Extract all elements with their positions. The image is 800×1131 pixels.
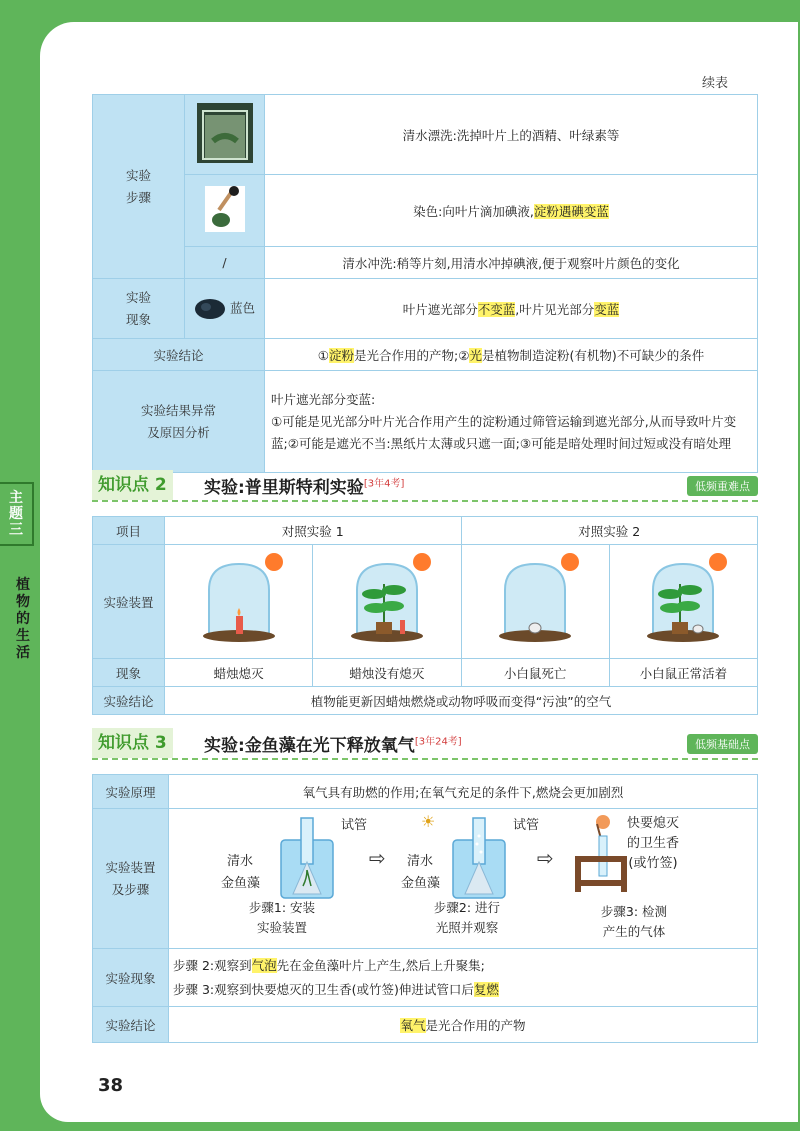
bell-jar-plant-mouse-icon — [628, 550, 738, 650]
section3-badge: 知识点 3 — [92, 728, 173, 758]
row-conclusion-label: 实验结论 — [93, 687, 165, 715]
principle-text: 氧气具有助燃的作用;在氧气充足的条件下,燃烧会更加剧烈 — [169, 775, 758, 809]
theme-tab — [0, 482, 40, 546]
slash-mark: / — [185, 247, 265, 279]
hornwort-oxygen-table — [92, 774, 758, 1043]
priestley-table — [92, 516, 758, 715]
arrow-2-icon: ⇨ — [537, 845, 554, 870]
bell-jar-mouse-plant — [609, 545, 757, 659]
label-water-1: 清水 — [227, 853, 254, 869]
conclusion3-label: 实验结论 — [93, 1007, 169, 1043]
step1-caption: 步骤1: 安装 实验装置 — [248, 899, 316, 935]
anomaly-label: 实验结果异常 及原因分析 — [93, 371, 265, 473]
label-algae-1: 金鱼藻 — [221, 875, 261, 891]
anomaly-text: 叶片遮光部分变蓝: ①可能是见光部分叶片光合作用产生的淀粉通过筛管运输到遮光部分,从而导致叶片变蓝;②可能是遮光不当:黑纸片太薄或只遮一面;③可能是暗处理时间过短或没有暗处理 — [265, 371, 758, 473]
col-item: 项目 — [93, 517, 165, 545]
phenomenon-4: 小白鼠正常活着 — [609, 659, 757, 687]
step-wash: 清水冲洗:稍等片刻,用清水冲掉碘液,便于观察叶片颜色的变化 — [265, 247, 758, 279]
arrow-1-icon: ⇨ — [369, 845, 386, 870]
conclusion-text: ①淀粉是光合作用的产物;②光是植物制造淀粉(有机物)不可缺少的条件 — [265, 339, 758, 371]
label-incense: 快要熄灭 的卫生香 (或竹签) — [627, 815, 680, 871]
beaker-rinse-icon — [195, 101, 255, 165]
beaker-image — [185, 95, 265, 175]
label-algae-2: 金鱼藻 — [401, 875, 441, 891]
row-phenomenon-label: 现象 — [93, 659, 165, 687]
col-control2: 对照实验 2 — [461, 517, 758, 545]
stained-leaf-icon — [194, 297, 226, 321]
theme-tab-label: 主题三 — [0, 482, 34, 546]
phenomenon-label: 实验现象 — [93, 279, 185, 339]
label-water-2: 清水 — [407, 853, 434, 869]
section3-header — [92, 728, 758, 758]
continue-label: 续表 — [701, 76, 728, 91]
section2-divider — [92, 500, 758, 502]
priestley-conclusion: 植物能更新因蜡烛燃烧或动物呼吸而变得“污浊”的空气 — [165, 687, 758, 715]
phenomenon-2: 蜡烛没有熄灭 — [313, 659, 461, 687]
theme-subject: 植物的生活 — [16, 577, 30, 661]
bell-jar-mouse — [461, 545, 609, 659]
phenomenon-1: 蜡烛熄灭 — [165, 659, 313, 687]
step2-caption: 步骤2: 进行 光照并观察 — [433, 899, 501, 935]
page-number: 38 — [98, 1075, 124, 1096]
bell-jar-candle-plant — [313, 545, 461, 659]
principle-label: 实验原理 — [93, 775, 169, 809]
step-rinse: 清水漂洗:洗掉叶片上的酒精、叶绿素等 — [265, 95, 758, 175]
label-tube-1: 试管 — [341, 817, 368, 833]
section2-level-badge: 低频重难点 — [687, 476, 758, 496]
section2-title: 实验:普里斯特利实验[3年4考] — [204, 478, 405, 498]
leaf-color-label: 蓝色 — [229, 300, 255, 315]
step3-caption: 步骤3: 检测 产生的气体 — [600, 903, 668, 939]
phenomenon-text: 叶片遮光部分不变蓝,叶片见光部分变蓝 — [265, 279, 758, 339]
row-setup-label: 实验装置 — [93, 545, 165, 659]
setup-label: 实验装置 及步骤 — [93, 809, 169, 949]
sun-icon: ☀ — [421, 811, 436, 831]
test-tube-rack-icon — [571, 814, 631, 894]
phenomenon3-text: 步骤 2:观察到气泡先在金鱼藻叶片上产生,然后上升聚集; 步骤 3:观察到快要熄灭的卫生香(或竹签)伸进试管口后复燃 — [169, 949, 758, 1007]
conclusion3-text: 氧气是光合作用的产物 — [169, 1007, 758, 1043]
col-control1: 对照实验 1 — [165, 517, 462, 545]
section3-divider — [92, 758, 758, 760]
section2-header — [92, 470, 758, 500]
iodine-dropper-icon — [205, 186, 245, 232]
step-stain: 染色:向叶片滴加碘液,淀粉遇碘变蓝 — [265, 175, 758, 247]
section3-title: 实验:金鱼藻在光下释放氧气[3年24考] — [204, 736, 462, 756]
bell-jar-candle — [165, 545, 313, 659]
document-page — [9, 22, 798, 1122]
conclusion-label: 实验结论 — [93, 339, 265, 371]
section2-badge: 知识点 2 — [92, 470, 173, 500]
dropper-image — [185, 175, 265, 247]
section3-level-badge: 低频基础点 — [687, 734, 758, 754]
photosynthesis-starch-table — [92, 94, 758, 473]
phenomenon3-label: 实验现象 — [93, 949, 169, 1007]
bell-jar-plant-candle-icon — [332, 550, 442, 650]
phenomenon-3: 小白鼠死亡 — [461, 659, 609, 687]
label-tube-2: 试管 — [513, 817, 540, 833]
bell-jar-candle-icon — [184, 550, 294, 650]
leaf-image — [185, 279, 265, 339]
bell-jar-mouse-icon — [480, 550, 590, 650]
setup-diagram — [169, 809, 758, 949]
steps-label: 实验步骤 — [93, 95, 185, 279]
